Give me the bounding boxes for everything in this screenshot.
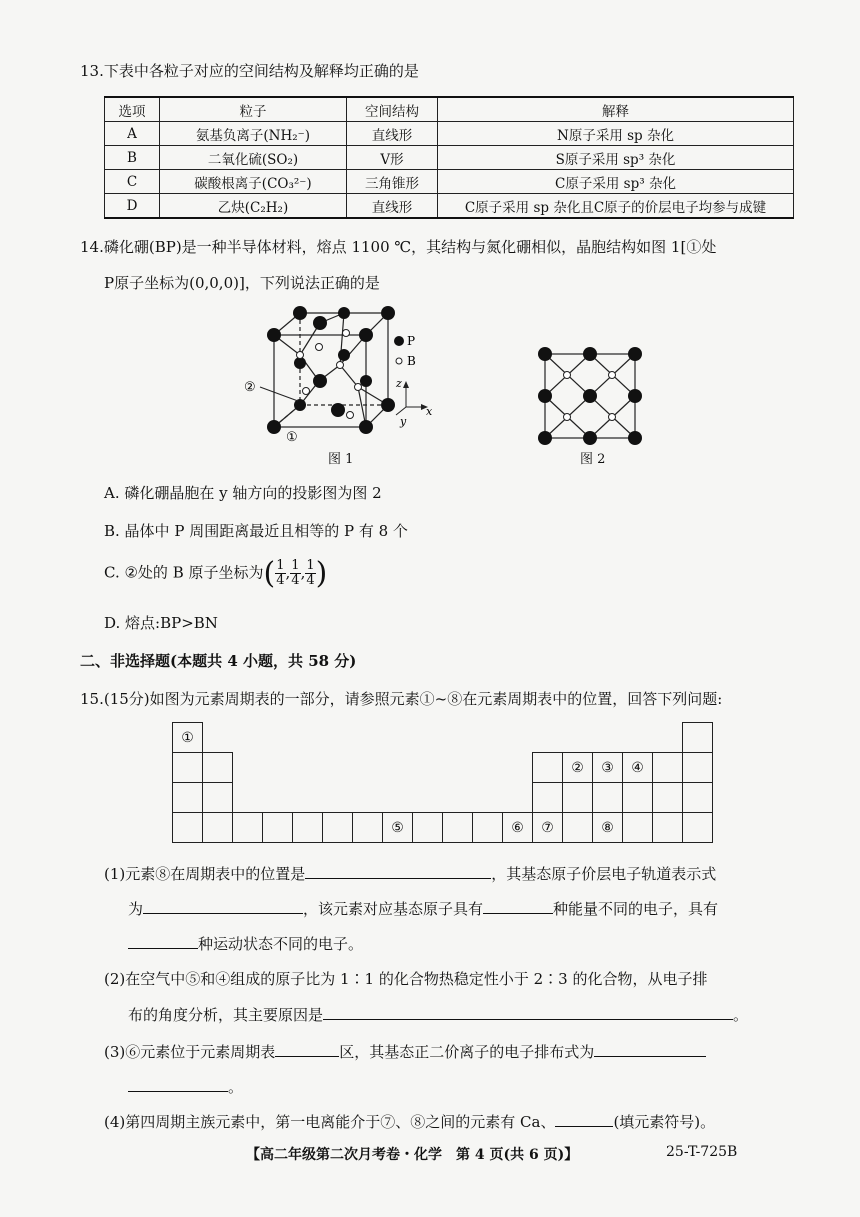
figure-1-caption: 图 1	[328, 452, 354, 467]
q15-p1-text-d: ，该元素对应基态原子具有	[303, 900, 484, 918]
q15-p2-end: 。	[733, 1006, 749, 1024]
header-cell: 选项	[105, 97, 160, 122]
q15-part1-line3	[128, 932, 363, 954]
q14-option-a: A. 磷化硼晶胞在 y 轴方向的投影图为图 2	[104, 484, 382, 502]
table-cell: 乙炔(C₂H₂)	[160, 194, 347, 219]
answer-blank[interactable]	[594, 1040, 706, 1057]
footer-code: 25-T-725B	[666, 1144, 738, 1160]
answer-blank[interactable]	[483, 897, 553, 914]
q15-stem: 15.(15分)如图为元素周期表的一部分，请参照元素①~⑧在元素周期表中的位置，回答下列问题:	[80, 690, 723, 708]
q15-p2-text-b: 布的角度分析，其主要原因是	[128, 1006, 324, 1024]
figure-1-unit-cell	[240, 305, 440, 465]
q14-stem-line1: 14.磷化硼(BP)是一种半导体材料，熔点 1100 ℃，其结构与氮化硼相似，晶胞结构如图 1[①处	[80, 238, 717, 256]
element-cell-7: ⑦	[533, 813, 563, 843]
q14-option-c: C. ②处的 B 原子坐标为( $\frac{1}{4}$ , $\frac{1}{4}$ , $\frac{1}{4}$ )	[104, 556, 328, 591]
answer-blank[interactable]	[128, 1075, 228, 1092]
axis-y-label: y	[400, 415, 407, 428]
table-cell: 氨基负离子(NH₂⁻)	[160, 122, 347, 146]
answer-blank[interactable]	[128, 932, 198, 949]
axis-z-label: z	[396, 377, 402, 390]
q15-p3-text-a: (3)⑥元素位于元素周期表	[104, 1043, 276, 1061]
footer-title: 【高二年级第二次月考卷・化学 第 4 页(共 6 页)】	[246, 1147, 579, 1163]
q15-part1-line2	[128, 897, 718, 919]
table-cell: 直线形	[347, 194, 438, 219]
q13-table	[104, 96, 794, 219]
q15-part2-line1: (2)在空气中⑤和④组成的原子比为 1∶1 的化合物热稳定性小于 2∶3 的化合物，从电子排	[104, 970, 708, 988]
table-cell: N原子采用 sp 杂化	[438, 122, 794, 146]
table-cell: 碳酸根离子(CO₃²⁻)	[160, 170, 347, 194]
element-cell-1: ①	[173, 723, 203, 753]
element-cell-4: ④	[623, 753, 653, 783]
legend-b: B	[407, 354, 416, 368]
q15-part3-line1	[104, 1040, 706, 1062]
table-cell: V形	[347, 146, 438, 170]
table-cell: B	[105, 146, 160, 170]
table-cell: S原子采用 sp³ 杂化	[438, 146, 794, 170]
marker-1-label: ①	[286, 430, 298, 445]
q15-part1-line1	[104, 862, 716, 884]
frac-num: 1	[291, 558, 300, 573]
option-c-text: C. ②处的 B 原子坐标为	[104, 563, 264, 582]
q15-p1-text-a: (1)元素⑧在周期表中的位置是	[104, 865, 306, 883]
element-cell-3: ③	[593, 753, 623, 783]
figure-2-caption: 图 2	[580, 452, 606, 467]
answer-blank[interactable]	[143, 897, 303, 914]
figure-2-projection	[530, 340, 645, 445]
table-row	[105, 122, 794, 146]
table-cell: A	[105, 122, 160, 146]
table-row	[105, 170, 794, 194]
marker-2-label: ②	[244, 380, 256, 395]
table-cell: 二氧化硫(SO₂)	[160, 146, 347, 170]
q13-stem: 13.下表中各粒子对应的空间结构及解释均正确的是	[80, 62, 419, 80]
q14-stem-line2: P原子坐标为(0,0,0)]，下列说法正确的是	[104, 274, 380, 292]
element-cell-5: ⑤	[383, 813, 413, 843]
answer-blank[interactable]	[323, 1003, 733, 1020]
table-row	[105, 146, 794, 170]
frac-den: 4	[306, 573, 315, 588]
q15-p3-end: 。	[228, 1078, 244, 1096]
q15-p1-text-b: ，其基态原子价层电子轨道表示式	[491, 865, 717, 883]
table-header-row	[105, 97, 794, 122]
section-2-heading: 二、非选择题(本题共 4 小题，共 58 分)	[80, 652, 357, 670]
q15-part3-line2	[128, 1075, 243, 1097]
q15-p1-text-c: 为	[128, 900, 144, 918]
frac-den: 4	[276, 573, 285, 588]
element-cell-2: ②	[563, 753, 593, 783]
header-cell: 解释	[438, 97, 794, 122]
table-cell: D	[105, 194, 160, 219]
table-cell: C	[105, 170, 160, 194]
element-cell-8: ⑧	[593, 813, 623, 843]
legend-p: P	[407, 334, 416, 348]
q15-p1-text-e: 种能量不同的电子，具有	[553, 900, 719, 918]
frac-num: 1	[276, 558, 285, 573]
q15-p1-text-f: 种运动状态不同的电子。	[198, 935, 364, 953]
answer-blank[interactable]	[305, 862, 491, 879]
table-row	[105, 194, 794, 219]
frac-den: 4	[291, 573, 300, 588]
frac-num: 1	[306, 558, 315, 573]
q15-part2-line2	[128, 1003, 748, 1025]
q15-p3-text-b: 区，其基态正二价离子的电子排布式为	[339, 1043, 595, 1061]
q15-p4-text-a: (4)第四周期主族元素中，第一电离能介于⑦、⑧之间的元素有 Ca、	[104, 1113, 556, 1131]
table-cell: C原子采用 sp³ 杂化	[438, 170, 794, 194]
header-cell: 粒子	[160, 97, 347, 122]
element-cell-6: ⑥	[503, 813, 533, 843]
axis-x-label: x	[426, 405, 433, 418]
q14-option-d: D. 熔点:BP>BN	[104, 614, 218, 632]
table-cell: C原子采用 sp 杂化且C原子的价层电子均参与成键	[438, 194, 794, 219]
q15-p4-text-b: (填元素符号)。	[613, 1113, 716, 1131]
answer-blank[interactable]	[275, 1040, 339, 1057]
header-cell: 空间结构	[347, 97, 438, 122]
q15-part4-line1	[104, 1110, 715, 1132]
answer-blank[interactable]	[555, 1110, 613, 1127]
table-cell: 三角锥形	[347, 170, 438, 194]
table-cell: 直线形	[347, 122, 438, 146]
periodic-table-fragment	[172, 722, 713, 843]
q14-option-b: B. 晶体中 P 周围距离最近且相等的 P 有 8 个	[104, 522, 408, 540]
